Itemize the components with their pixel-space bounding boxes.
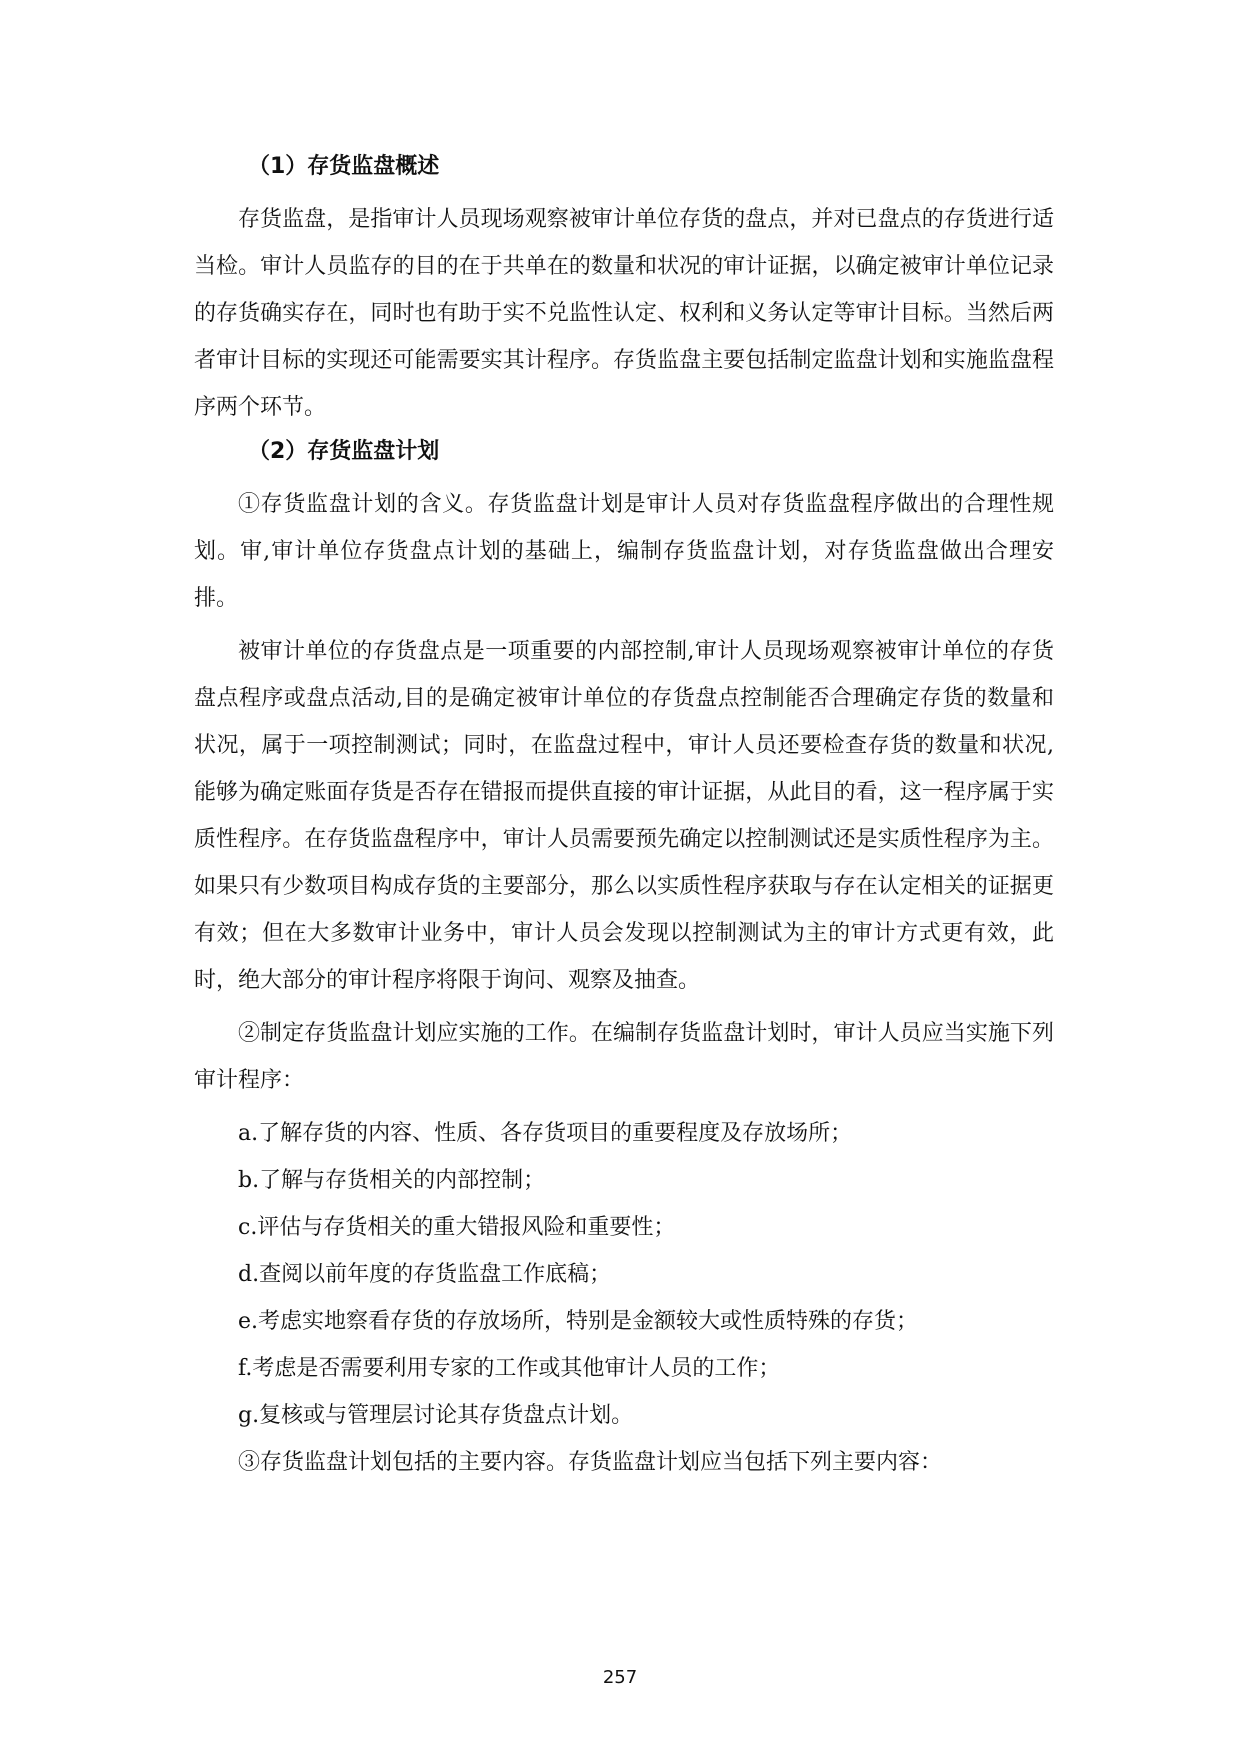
section-heading-1: （1）存货监盘概述	[248, 154, 440, 179]
list-item: f.考虑是否需要利用专家的工作或其他审计人员的工作；	[238, 1356, 781, 1381]
paragraph-plan-contents: ③存货监盘计划包括的主要内容。存货监盘计划应当包括下列主要内容：	[238, 1450, 943, 1475]
page-body	[194, 152, 1054, 1486]
list-item: b.了解与存货相关的内部控制；	[238, 1168, 546, 1193]
list-item: e.考虑实地察看存货的存放场所，特别是金额较大或性质特殊的存货；	[238, 1309, 919, 1334]
list-item: c.评估与存货相关的重大错报风险和重要性；	[238, 1215, 676, 1240]
paragraph-plan-meaning: ①存货监盘计划的含义。存货监盘计划是审计人员对存货监盘程序做出的合理性规划。审,审计单位存货盘点计划的基础上，编制存货监盘计划，对存货监盘做出合理安排。	[194, 492, 1054, 611]
procedure-list	[194, 1110, 1054, 1439]
paragraph-overview: 存货监盘，是指审计人员现场观察被审计单位存货的盘点，并对已盘点的存货进行适当检。审计人员监存的目的在于共单在的数量和状况的审计证据，以确定被审计单位记录的存货确实存在，同时也有助于实不兑监性认定、权利和义务认定等审计目标。当然后两者审计目标的实现还可能需要实其计程序。存货监盘主要包括制定监盘计划和实施监盘程序两个环节。	[194, 207, 1054, 420]
list-item: a.了解存货的内容、性质、各存货项目的重要程度及存放场所；	[238, 1121, 853, 1146]
paragraph-plan-work: ②制定存货监盘计划应实施的工作。在编制存货监盘计划时，审计人员应当实施下列审计程序：	[194, 1021, 1054, 1093]
list-item: d.查阅以前年度的存货监盘工作底稿；	[238, 1262, 612, 1287]
section-heading-2: （2）存货监盘计划	[248, 439, 440, 464]
paragraph-inventory-count: 被审计单位的存货盘点是一项重要的内部控制,审计人员现场观察被审计单位的存货盘点程序或盘点活动,目的是确定被审计单位的存货盘点控制能否合理确定存货的数量和状况，属于一项控制测试；同时，在监盘过程中，审计人员还要检查存货的数量和状况,能够为确定账面存货是否存在错报而提供直接的审计证据，从此目的看，这一程序属于实质性程序。在存货监盘程序中，审计人员需要预先确定以控制测试还是实质性程序为主。如果只有少数项目构成存货的主要部分，那么以实质性程序获取与存在认定相关的证据更有效；但在大多数审计业务中，审计人员会发现以控制测试为主的审计方式更有效，此时，绝大部分的审计程序将限于询问、观察及抽查。	[194, 639, 1054, 993]
list-item: g.复核或与管理层讨论其存货盘点计划。	[238, 1403, 634, 1428]
page-number: 257	[602, 1667, 638, 1688]
